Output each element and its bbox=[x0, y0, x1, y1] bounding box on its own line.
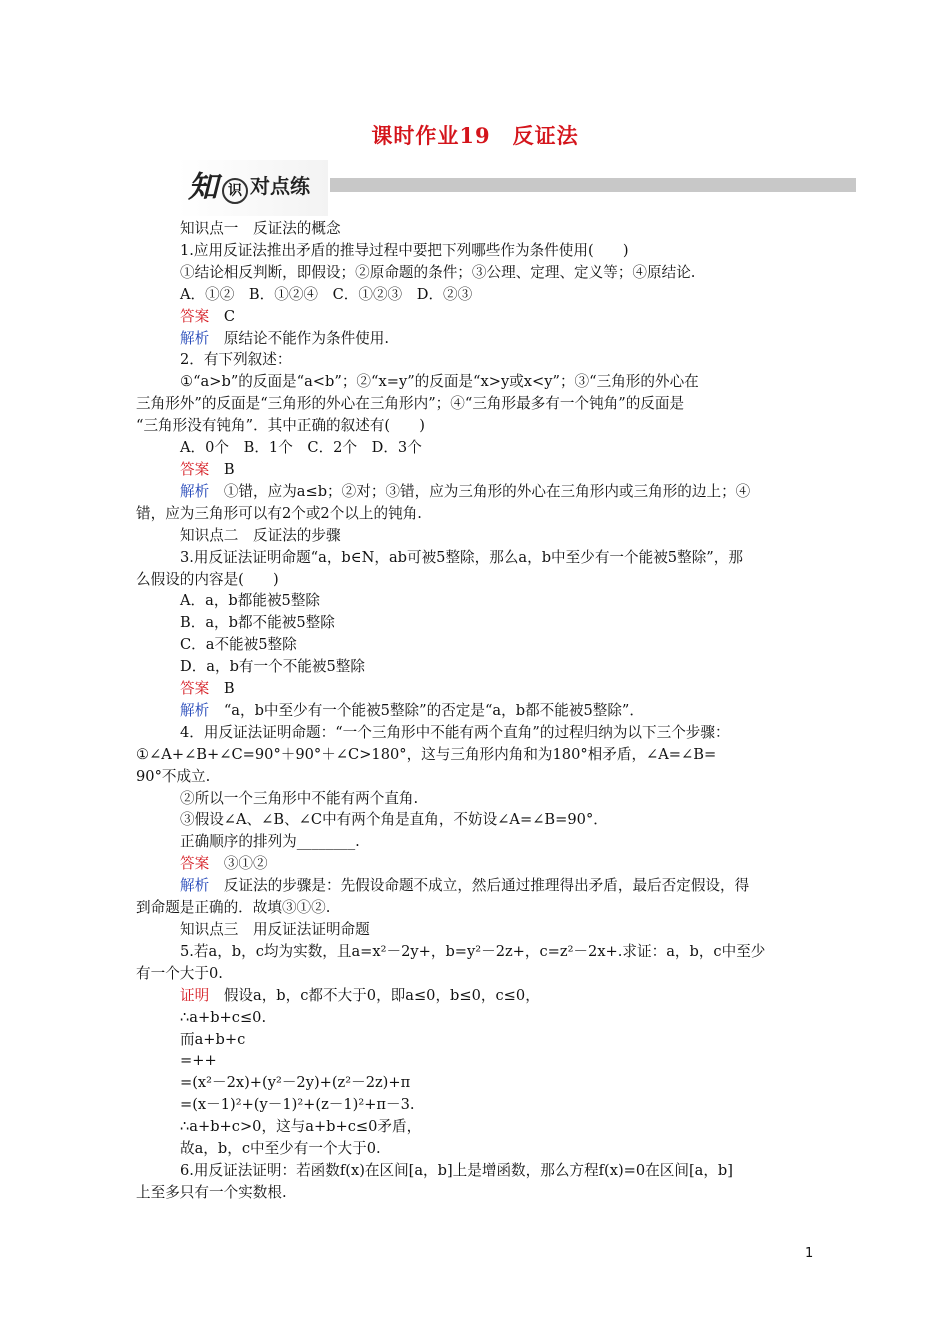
text-line bbox=[136, 919, 816, 941]
line-text: C bbox=[223, 307, 235, 325]
line-text: 6.用反证法证明：若函数f(x)在区间[a，b]上是增函数，那么方程f(x)=0在区间[a，b] bbox=[180, 1161, 733, 1179]
line-text: 知识点一 反证法的概念 bbox=[180, 220, 341, 237]
text-line bbox=[136, 218, 816, 240]
text-line bbox=[136, 963, 816, 985]
labeled-line bbox=[136, 328, 816, 350]
text-line bbox=[136, 1050, 816, 1072]
line-text: 正确顺序的排列为________. bbox=[180, 833, 360, 851]
text-line bbox=[136, 1138, 816, 1160]
text-line bbox=[136, 284, 816, 306]
line-text: B．a，b都不能被5整除 bbox=[180, 614, 335, 632]
line-text: =(x²－2x)+(y²－2y)+(z²－2z)+π bbox=[180, 1074, 411, 1092]
text-line bbox=[136, 612, 816, 634]
text-line bbox=[136, 1094, 816, 1116]
line-text: C．a不能被5整除 bbox=[180, 636, 297, 654]
line-text: ①结论相反判断，即假设；②原命题的条件；③公理、定理、定义等；④原结论. bbox=[180, 263, 696, 281]
text-line bbox=[136, 1160, 816, 1182]
document-body bbox=[136, 218, 816, 1204]
text-line bbox=[136, 1116, 816, 1138]
line-text: ②所以一个三角形中不能有两个直角. bbox=[180, 789, 419, 807]
section-banner bbox=[178, 160, 858, 216]
text-line bbox=[136, 897, 816, 919]
line-text: 3.用反证法证明命题“a，b∈N，ab可被5整除，那么a，b中至少有一个能被5整除”，那 bbox=[180, 548, 743, 566]
page-number: 1 bbox=[805, 1246, 814, 1261]
text-line bbox=[136, 831, 816, 853]
text-line bbox=[136, 1182, 816, 1204]
text-line bbox=[136, 371, 816, 393]
line-text: ①∠A+∠B+∠C=90°＋90°＋∠C>180°，这与三角形内角和为180°相矛盾，∠A=∠B= bbox=[136, 745, 717, 763]
banner-label: 对点练 bbox=[250, 174, 310, 198]
line-text: =++ bbox=[180, 1052, 217, 1070]
line-label: 答案 bbox=[180, 307, 210, 325]
line-label: 解析 bbox=[180, 701, 210, 719]
text-line bbox=[136, 656, 816, 678]
line-text: 原结论不能作为条件使用. bbox=[223, 329, 389, 347]
line-text: 到命题是正确的．故填③①②. bbox=[136, 899, 331, 917]
text-line bbox=[136, 788, 816, 810]
banner-bar bbox=[330, 178, 856, 192]
line-text: =(x－1)²+(y－1)²+(z－1)²+π－3. bbox=[180, 1096, 415, 1114]
line-text: ∴a+b+c≤0. bbox=[180, 1008, 267, 1026]
text-line bbox=[136, 941, 816, 963]
text-line bbox=[136, 503, 816, 525]
text-line bbox=[136, 722, 816, 744]
line-text: 故a，b，c中至少有一个大于0. bbox=[180, 1140, 381, 1158]
banner-shi: 识 bbox=[222, 178, 248, 204]
line-text: 有一个大于0. bbox=[136, 964, 223, 982]
text-line bbox=[136, 744, 816, 766]
line-text: 4．用反证法证明命题：“一个三角形中不能有两个直角”的过程归纳为以下三个步骤： bbox=[180, 723, 730, 741]
text-line bbox=[136, 1072, 816, 1094]
labeled-line bbox=[136, 985, 816, 1007]
text-line bbox=[136, 240, 816, 262]
labeled-line bbox=[136, 875, 816, 897]
text-line bbox=[136, 809, 816, 831]
labeled-line bbox=[136, 306, 816, 328]
text-line bbox=[136, 1029, 816, 1051]
line-text: D．a，b有一个不能被5整除 bbox=[180, 658, 365, 676]
line-label: 答案 bbox=[180, 680, 210, 698]
line-label: 解析 bbox=[180, 482, 210, 500]
line-text: 2．有下列叙述： bbox=[180, 351, 292, 369]
line-text: B bbox=[223, 460, 235, 478]
line-text: A．0个 B．1个 C．2个 D．3个 bbox=[180, 439, 422, 457]
line-text: 1.应用反证法推出矛盾的推导过程中要把下列哪些作为条件使用( ) bbox=[180, 241, 629, 259]
text-line bbox=[136, 569, 816, 591]
text-line bbox=[136, 634, 816, 656]
line-text: 错，应为三角形可以有2个或2个以上的钝角. bbox=[136, 504, 422, 522]
line-label: 证明 bbox=[180, 986, 210, 1004]
text-line bbox=[136, 415, 816, 437]
line-text: 反证法的步骤是：先假设命题不成立，然后通过推理得出矛盾，最后否定假设，得 bbox=[223, 877, 750, 895]
line-label: 解析 bbox=[180, 329, 210, 347]
labeled-line bbox=[136, 853, 816, 875]
line-text: 假设a，b，c都不大于0，即a≤0，b≤0，c≤0， bbox=[223, 986, 540, 1004]
line-text: A．①② B．①②④ C．①②③ D．②③ bbox=[180, 285, 473, 303]
line-label: 答案 bbox=[180, 855, 210, 873]
labeled-line bbox=[136, 459, 816, 481]
line-text: A．a，b都能被5整除 bbox=[180, 592, 321, 610]
line-text: ③假设∠A、∠B、∠C中有两个角是直角，不妨设∠A=∠B=90°． bbox=[180, 811, 608, 829]
line-text: ∴a+b+c>0，这与a+b+c≤0矛盾， bbox=[180, 1118, 422, 1136]
text-line bbox=[136, 1007, 816, 1029]
line-text: ①错，应为a≤b；②对；③错，应为三角形的外心在三角形内或三角形的边上；④ bbox=[223, 482, 751, 500]
line-text: 知识点二 反证法的步骤 bbox=[180, 526, 341, 544]
labeled-line bbox=[136, 700, 816, 722]
line-text: “a，b中至少有一个能被5整除”的否定是“a，b都不能被5整除”． bbox=[223, 701, 644, 719]
line-text: 三角形外”的反面是“三角形的外心在三角形内”；④“三角形最多有一个钝角”的反面是 bbox=[136, 395, 685, 413]
text-line bbox=[136, 766, 816, 788]
line-label: 答案 bbox=[180, 460, 210, 478]
line-label: 解析 bbox=[180, 877, 210, 895]
line-text: 知识点三 用反证法证明命题 bbox=[180, 921, 370, 938]
banner-zhi: 知 bbox=[188, 170, 218, 205]
text-line bbox=[136, 437, 816, 459]
text-line bbox=[136, 525, 816, 547]
text-line bbox=[136, 262, 816, 284]
text-line bbox=[136, 349, 816, 371]
labeled-line bbox=[136, 678, 816, 700]
labeled-line bbox=[136, 481, 816, 503]
line-text: B bbox=[223, 680, 235, 698]
page-title: 课时作业19 反证法 bbox=[371, 123, 579, 148]
line-text: ①“a>b”的反面是“a<b”；②“x=y”的反面是“x>y或x<y”；③“三角形的外心在 bbox=[180, 373, 699, 391]
text-line bbox=[136, 590, 816, 612]
text-line bbox=[136, 393, 816, 415]
line-text: 5.若a，b，c均为实数，且a=x²－2y+，b=y²－2z+，c=z²－2x+.求证：a，b，c中至少 bbox=[180, 942, 766, 960]
text-line bbox=[136, 547, 816, 569]
line-text: “三角形没有钝角”．其中正确的叙述有( ) bbox=[136, 417, 425, 435]
line-text: 上至多只有一个实数根. bbox=[136, 1183, 287, 1201]
line-text: 么假设的内容是( ) bbox=[136, 570, 279, 588]
line-text: 90°不成立. bbox=[136, 767, 211, 785]
line-text: 而a+b+c bbox=[180, 1030, 246, 1048]
line-text: ③①② bbox=[223, 855, 268, 873]
